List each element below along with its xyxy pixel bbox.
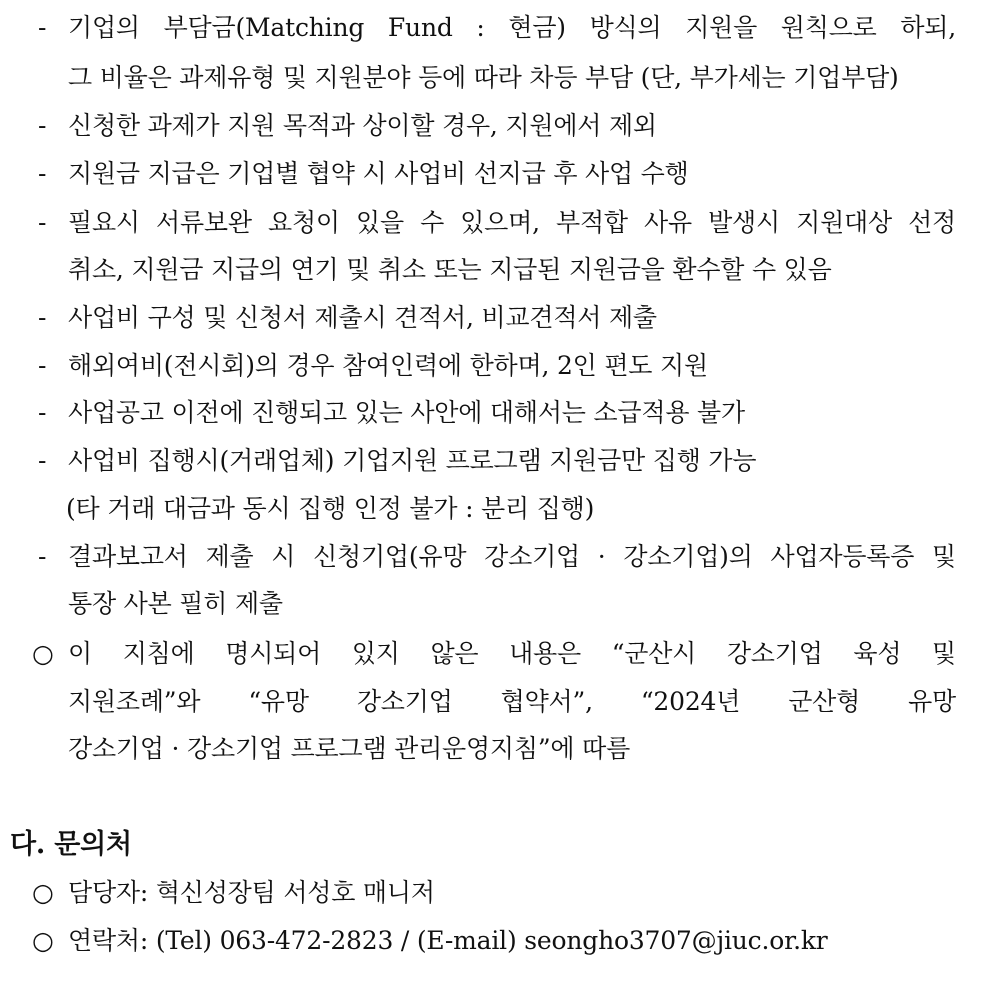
dash-bullet: - [38, 13, 47, 42]
list-item-text: 기업의 부담금(Matching Fund : 현금) 방식의 지원을 원칙으로 하되, [68, 13, 956, 42]
list-item-continuation [0, 250, 1004, 290]
note-item [0, 634, 1004, 674]
dash-bullet: - [38, 159, 47, 188]
list-item [0, 106, 1004, 146]
list-item-text: 신청한 과제가 지원 목적과 상이할 경우, 지원에서 제외 [68, 111, 657, 140]
note-text: 이 지침에 명시되어 있지 않은 내용은 “군산시 강소기업 육성 및 [68, 639, 956, 668]
section-heading [0, 825, 1004, 865]
note-text: 강소기업 · 강소기업 프로그램 관리운영지침”에 따름 [68, 734, 631, 763]
list-item [0, 393, 1004, 433]
note-text: 지원조례”와 “유망 강소기업 협약서”, “2024년 군산형 유망 [68, 687, 956, 716]
dash-bullet: - [38, 542, 47, 571]
dash-bullet: - [38, 303, 47, 332]
list-item [0, 8, 1004, 48]
list-item [0, 537, 1004, 577]
list-item-text: 사업공고 이전에 진행되고 있는 사안에 대해서는 소급적용 불가 [68, 398, 745, 427]
list-item [0, 203, 1004, 243]
section-title: 다. 문의처 [10, 829, 132, 860]
list-item-text: 지원금 지급은 기업별 협약 시 사업비 선지급 후 사업 수행 [68, 159, 689, 188]
list-item [0, 298, 1004, 338]
list-item-text: 해외여비(전시회)의 경우 참여인력에 한하며, 2인 편도 지원 [68, 351, 708, 380]
list-item [0, 346, 1004, 386]
list-item-text: 취소, 지원금 지급의 연기 및 취소 또는 지급된 지원금을 환수할 수 있음 [68, 255, 832, 284]
note-continuation [0, 682, 1004, 722]
circle-bullet: ○ [32, 926, 54, 955]
circle-bullet: ○ [32, 878, 54, 907]
list-item-text: (타 거래 대금과 동시 집행 인정 불가 : 분리 집행) [66, 494, 595, 523]
list-item-text: 사업비 구성 및 신청서 제출시 견적서, 비교견적서 제출 [68, 303, 657, 332]
list-item [0, 441, 1004, 481]
contact-info: 연락처: (Tel) 063-472-2823 / (E-mail) seongho3707@jiuc.or.kr [68, 926, 828, 955]
list-item-continuation [0, 584, 1004, 624]
contact-person: 담당자: 혁신성장팀 서성호 매니저 [68, 878, 435, 907]
note-continuation [0, 729, 1004, 769]
dash-bullet: - [38, 398, 47, 427]
list-item-text: 사업비 집행시(거래업체) 기업지원 프로그램 지원금만 집행 가능 [68, 446, 757, 475]
list-item-text: 그 비율은 과제유형 및 지원분야 등에 따라 차등 부담 (단, 부가세는 기업부담) [68, 63, 899, 92]
dash-bullet: - [38, 446, 47, 475]
list-item-continuation [0, 489, 1004, 529]
contact-item [0, 921, 1004, 961]
dash-bullet: - [38, 351, 47, 380]
list-item-text: 필요시 서류보완 요청이 있을 수 있으며, 부적합 사유 발생시 지원대상 선정 [68, 208, 956, 237]
list-item-text: 결과보고서 제출 시 신청기업(유망 강소기업 · 강소기업)의 사업자등록증 및 [68, 542, 956, 571]
circle-bullet: ○ [32, 639, 54, 668]
dash-bullet: - [38, 111, 47, 140]
list-item [0, 154, 1004, 194]
list-item-continuation [0, 58, 1004, 98]
dash-bullet: - [38, 208, 47, 237]
list-item-text: 통장 사본 필히 제출 [68, 589, 283, 618]
contact-item [0, 873, 1004, 913]
